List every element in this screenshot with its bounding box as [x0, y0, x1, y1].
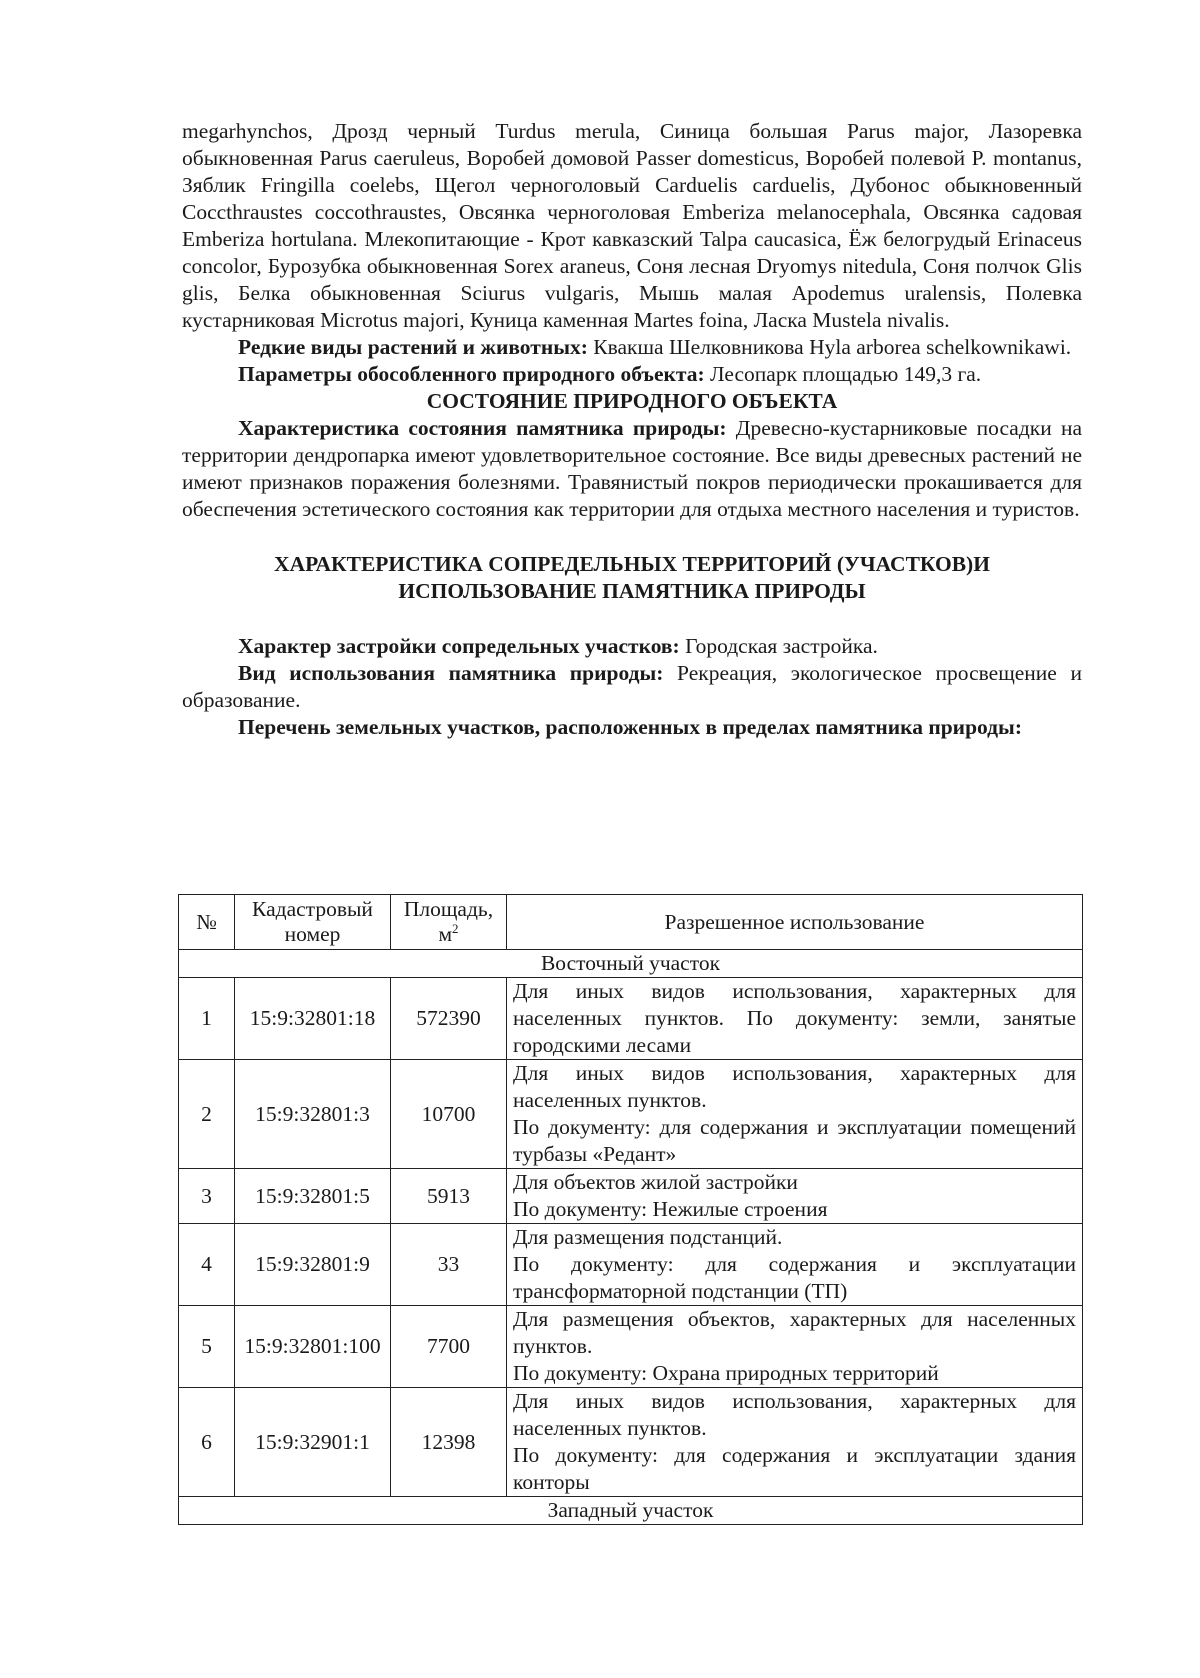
- document-body: [182, 118, 1082, 741]
- row-use-line: По документу: для содержания и эксплуатации здания конторы: [513, 1443, 1076, 1494]
- usage-text: Рекреация, экологическое просвещение и образование.: [182, 661, 1082, 712]
- state-text: Древесно-кустарниковые посадки на территории дендропарка имеют удовлетворительное состояние. Все виды древесных растений не имеют признаков поражения болезнями. Травянистый покров периодически прокашивается для обеспечения эстетического состояния как территории для отдыха местного населения и туристов.: [182, 416, 1082, 521]
- row-use-line: По документу: Нежилые строения: [513, 1197, 828, 1221]
- table-row: [179, 1224, 1083, 1306]
- row-use-cell: [507, 1388, 1083, 1497]
- header-num: №: [179, 895, 235, 950]
- table-row: [179, 1388, 1083, 1497]
- heading-adjacent: [182, 551, 1082, 605]
- header-area-line2: [397, 922, 500, 947]
- row-use-cell: [507, 1060, 1083, 1169]
- rare-species-paragraph: [182, 334, 1082, 361]
- section-row-west: [179, 1497, 1083, 1525]
- row-num-cell: 5: [179, 1306, 235, 1388]
- usage-label: Вид использования памятника природы:: [238, 661, 664, 685]
- row-use-cell: [507, 1169, 1083, 1224]
- header-cadastral: [235, 895, 391, 950]
- row-area-cell: 7700: [391, 1306, 507, 1388]
- row-area-cell: 10700: [391, 1060, 507, 1169]
- row-use-cell: [507, 978, 1083, 1060]
- params-text: Лесопарк площадью 149,3 га.: [704, 362, 982, 386]
- row-area-cell: 5913: [391, 1169, 507, 1224]
- table-header-row: [179, 895, 1083, 950]
- building-paragraph: [182, 633, 1082, 660]
- row-area-cell: 572390: [391, 978, 507, 1060]
- params-label: Параметры обособленного природного объекта:: [238, 362, 705, 386]
- row-use-cell: [507, 1224, 1083, 1306]
- table-row: [179, 1306, 1083, 1388]
- row-num-cell: 6: [179, 1388, 235, 1497]
- state-paragraph: [182, 415, 1082, 523]
- header-area-unit: м: [438, 922, 453, 946]
- row-cadastral-cell: 15:9:32801:9: [235, 1224, 391, 1306]
- heading-adjacent-line2: ИСПОЛЬЗОВАНИЕ ПАМЯТНИКА ПРИРОДЫ: [398, 579, 866, 603]
- row-cadastral-cell: 15:9:32901:1: [235, 1388, 391, 1497]
- usage-paragraph: [182, 660, 1082, 714]
- row-num-cell: 4: [179, 1224, 235, 1306]
- heading-state: СОСТОЯНИЕ ПРИРОДНОГО ОБЪЕКТА: [426, 389, 838, 413]
- header-area-line1: Площадь,: [403, 897, 494, 921]
- row-num-cell: 3: [179, 1169, 235, 1224]
- params-paragraph: [182, 361, 1082, 388]
- header-cadastral-line1: Кадастровый: [252, 897, 373, 921]
- building-label: Характер застройки сопредельных участков:: [238, 634, 680, 658]
- section-west-label: Западный участок: [179, 1497, 1083, 1525]
- row-use-line: По документу: для содержания и эксплуатации помещений турбазы «Редант»: [513, 1115, 1076, 1166]
- row-use-line: Для размещения объектов, характерных для населенных пунктов.: [513, 1307, 1076, 1358]
- row-use-line: Для объектов жилой застройки: [513, 1170, 798, 1194]
- state-label: Характеристика состояния памятника природы:: [238, 416, 727, 440]
- row-cadastral-cell: 15:9:32801:3: [235, 1060, 391, 1169]
- row-num-cell: 1: [179, 978, 235, 1060]
- row-cadastral-cell: 15:9:32801:18: [235, 978, 391, 1060]
- row-use-line: Для иных видов использования, характерных для населенных пунктов.: [513, 1061, 1076, 1112]
- row-use-cell: [507, 1306, 1083, 1388]
- header-area: [391, 895, 507, 950]
- table-body: [179, 950, 1083, 1525]
- section-row-east: [179, 950, 1083, 978]
- row-area-cell: 33: [391, 1224, 507, 1306]
- rare-species-label: Редкие виды растений и животных:: [238, 335, 588, 359]
- row-num-cell: 2: [179, 1060, 235, 1169]
- building-text: Городская застройка.: [679, 634, 878, 658]
- list-heading-text: Перечень земельных участков, расположенных в пределах памятника природы:: [238, 715, 1022, 739]
- table-row: [179, 1169, 1083, 1224]
- header-cadastral-line2: номер: [284, 922, 341, 946]
- row-use-line: По документу: Охрана природных территорий: [513, 1361, 939, 1385]
- row-use-line: Для иных видов использования, характерных для населенных пунктов. По документу: земли, занятые городскими лесами: [513, 979, 1076, 1057]
- table-row: [179, 1060, 1083, 1169]
- row-use-line: Для размещения подстанций.: [513, 1225, 783, 1249]
- land-plots-table: [178, 894, 1083, 1525]
- row-cadastral-cell: 15:9:32801:5: [235, 1169, 391, 1224]
- row-cadastral-cell: 15:9:32801:100: [235, 1306, 391, 1388]
- heading-adjacent-line1: ХАРАКТЕРИСТИКА СОПРЕДЕЛЬНЫХ ТЕРРИТОРИЙ (УЧАСТКОВ)И: [274, 552, 990, 576]
- header-area-sup: 2: [452, 920, 459, 936]
- fauna-continuation-paragraph: megarhynchos, Дрозд черный Turdus merula, Синица большая Parus major, Лазоревка обыкновенная Parus caeruleus, Воробей домовой Passer domesticus, Воробей полевой P. montanus, Зяблик Fringilla coelebs, Щегол черноголовый Carduelis carduelis, Дубонос обыкновенный Coccthraustes coccothraustes, Овсянка черноголовая Emberiza melanocephala, Овсянка садовая Emberiza hortulana. Млекопитающие - Крот кавказский Talpa caucasica, Ёж белогрудый Erinaceus concolor, Бурозубка обыкновенная Sorex araneus, Соня лесная Dryomys nitedula, Соня полчок Glis glis, Белка обыкновенная Sciurus vulgaris, Мышь малая Apodemus uralensis, Полевка кустарниковая Microtus majori, Куница каменная Martes foina, Ласка Mustela nivalis.: [182, 119, 1082, 332]
- header-use: Разрешенное использование: [507, 895, 1083, 950]
- row-use-line: Для иных видов использования, характерных для населенных пунктов.: [513, 1389, 1076, 1440]
- table-row: [179, 978, 1083, 1060]
- row-use-line: По документу: для содержания и эксплуатации трансформаторной подстанции (ТП): [513, 1252, 1076, 1303]
- row-area-cell: 12398: [391, 1388, 507, 1497]
- section-east-label: Восточный участок: [179, 950, 1083, 978]
- list-heading: [182, 714, 1082, 741]
- rare-species-text: Квакша Шелковникова Hyla arborea schelkownikawi.: [587, 335, 1072, 359]
